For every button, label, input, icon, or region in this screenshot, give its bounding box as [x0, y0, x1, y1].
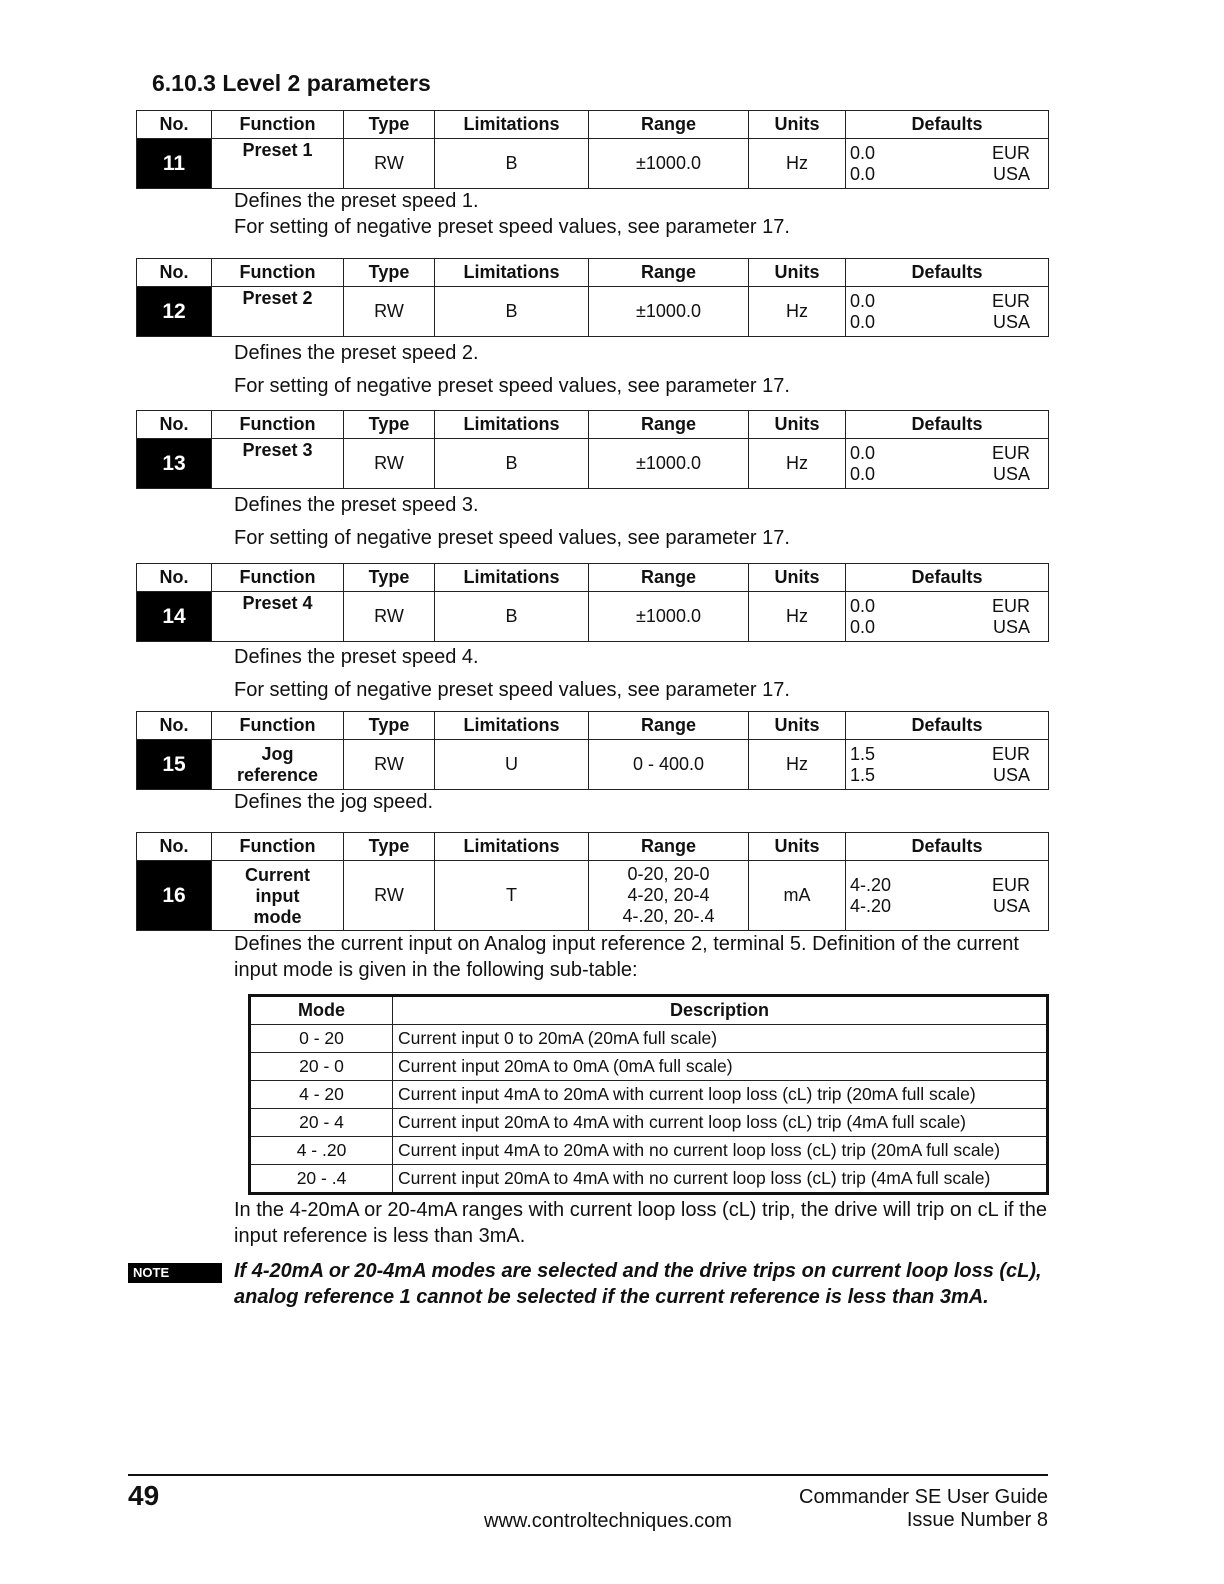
default-region: EUR: [991, 290, 1030, 311]
description-line: Defines the jog speed.: [234, 791, 434, 813]
param-table-12: [136, 258, 1049, 337]
description-line: For setting of negative preset speed values, see parameter 17.: [234, 216, 790, 238]
function-line: input: [255, 885, 300, 906]
header-limitations: Limitations: [435, 411, 589, 439]
param-description-15: [234, 789, 1054, 815]
header-units: Units: [749, 259, 846, 287]
default-value: 1.5: [850, 743, 876, 764]
header-type: Type: [344, 564, 435, 592]
param-type: RW: [344, 439, 435, 489]
param-row: [137, 861, 1049, 931]
default-region: EUR: [991, 442, 1030, 463]
param-units: Hz: [749, 439, 846, 489]
description-line: Defines the preset speed 1.: [234, 190, 479, 212]
header-type: Type: [344, 712, 435, 740]
param-function: [212, 740, 344, 790]
param-limitations: U: [435, 740, 589, 790]
header-function: Function: [212, 833, 344, 861]
param-table-11: [136, 110, 1049, 189]
header-row: [137, 111, 1049, 139]
description-line: Defines the preset speed 4.: [234, 646, 479, 668]
param-units: Hz: [749, 592, 846, 642]
param-type: RW: [344, 861, 435, 931]
param-number: 16: [137, 861, 212, 931]
header-function: Function: [212, 712, 344, 740]
param-type: RW: [344, 287, 435, 337]
description-line: Defines the preset speed 3.: [234, 494, 479, 516]
header-function: Function: [212, 411, 344, 439]
current-loop-text: In the 4-20mA or 20-4mA ranges with current loop loss (cL) trip, the drive will trip on cL if the input reference is less than 3mA.: [234, 1199, 1047, 1247]
param-table-15: [136, 711, 1049, 790]
param-number: 15: [137, 740, 212, 790]
section-title: 6.10.3 Level 2 parameters: [152, 70, 431, 96]
param-description-11: [234, 188, 1054, 240]
param-defaults: [846, 139, 1049, 189]
description-cell: Current input 20mA to 0mA (0mA full scale): [393, 1053, 1048, 1081]
default-region: USA: [992, 163, 1030, 184]
table-row: [250, 1165, 1048, 1194]
header-no: No.: [137, 712, 212, 740]
param-defaults: [846, 439, 1049, 489]
footer-divider: [128, 1474, 1048, 1476]
param-units: Hz: [749, 287, 846, 337]
mode-cell: 20 - .4: [250, 1165, 393, 1194]
table-row: [250, 1025, 1048, 1053]
guide-title: Commander SE User Guide: [799, 1486, 1048, 1508]
description-line: For setting of negative preset speed values, see parameter 17.: [234, 527, 790, 549]
header-range: Range: [589, 833, 749, 861]
param-defaults: [846, 287, 1049, 337]
param-limitations: B: [435, 439, 589, 489]
mode-cell: 4 - 20: [250, 1081, 393, 1109]
header-defaults: Defaults: [846, 259, 1049, 287]
param-range: ±1000.0: [589, 439, 749, 489]
param-limitations: B: [435, 287, 589, 337]
header-type: Type: [344, 111, 435, 139]
subtable-header-row: [250, 996, 1048, 1025]
default-region: USA: [992, 764, 1030, 785]
param-description-12: [234, 337, 1054, 403]
param-function: [212, 861, 344, 931]
param-row: [137, 740, 1049, 790]
default-region: USA: [992, 616, 1030, 637]
param-row: [137, 139, 1049, 189]
header-defaults: Defaults: [846, 111, 1049, 139]
header-limitations: Limitations: [435, 712, 589, 740]
function-line: Current: [244, 864, 310, 885]
default-value: 4-.20: [850, 895, 892, 916]
param-number: 12: [137, 287, 212, 337]
description-cell: Current input 4mA to 20mA with no current loop loss (cL) trip (20mA full scale): [393, 1137, 1048, 1165]
description-cell: Current input 20mA to 4mA with no current loop loss (cL) trip (4mA full scale): [393, 1165, 1048, 1194]
header-no: No.: [137, 564, 212, 592]
param-range: ±1000.0: [589, 287, 749, 337]
table-row: [250, 1081, 1048, 1109]
param-function: Preset 3: [212, 439, 344, 489]
header-units: Units: [749, 833, 846, 861]
subtable-header-description: Description: [393, 996, 1048, 1025]
param-defaults: [846, 740, 1049, 790]
default-region: EUR: [991, 743, 1030, 764]
param-units: Hz: [749, 740, 846, 790]
note-badge: NOTE: [128, 1263, 222, 1283]
header-units: Units: [749, 411, 846, 439]
header-range: Range: [589, 411, 749, 439]
header-defaults: Defaults: [846, 712, 1049, 740]
param-limitations: B: [435, 139, 589, 189]
param-row: [137, 592, 1049, 642]
default-value: 0.0: [850, 290, 876, 311]
header-function: Function: [212, 259, 344, 287]
header-limitations: Limitations: [435, 833, 589, 861]
param-function: Preset 4: [212, 592, 344, 642]
header-limitations: Limitations: [435, 259, 589, 287]
param-defaults: [846, 861, 1049, 931]
default-value: 0.0: [850, 442, 876, 463]
param-defaults: [846, 592, 1049, 642]
default-region: EUR: [991, 595, 1030, 616]
default-value: 0.0: [850, 616, 876, 637]
function-line: reference: [236, 765, 319, 785]
header-defaults: Defaults: [846, 564, 1049, 592]
default-value: 0.0: [850, 163, 876, 184]
default-value: 0.0: [850, 463, 876, 484]
default-region: USA: [992, 895, 1030, 916]
description-line: Defines the preset speed 2.: [234, 342, 479, 364]
default-region: EUR: [991, 142, 1030, 163]
param-type: RW: [344, 592, 435, 642]
param-number: 11: [137, 139, 212, 189]
param-function: Preset 2: [212, 287, 344, 337]
default-region: USA: [992, 311, 1030, 332]
description-cell: Current input 4mA to 20mA with current loop loss (cL) trip (20mA full scale): [393, 1081, 1048, 1109]
header-type: Type: [344, 259, 435, 287]
range-line: 4-20, 20-4: [627, 885, 710, 905]
mode-cell: 0 - 20: [250, 1025, 393, 1053]
param-description-13: [234, 489, 1054, 555]
default-value: 1.5: [850, 764, 876, 785]
header-range: Range: [589, 111, 749, 139]
param-function: Preset 1: [212, 139, 344, 189]
description-cell: Current input 0 to 20mA (20mA full scale): [393, 1025, 1048, 1053]
header-function: Function: [212, 111, 344, 139]
header-limitations: Limitations: [435, 564, 589, 592]
mode-cell: 20 - 4: [250, 1109, 393, 1137]
description-line: For setting of negative preset speed values, see parameter 17.: [234, 679, 790, 701]
header-function: Function: [212, 564, 344, 592]
param-range: 0 - 400.0: [589, 740, 749, 790]
note-text: If 4-20mA or 20-4mA modes are selected and the drive trips on current loop loss (cL), analog reference 1 cannot be selected if the current reference is less than 3mA.: [234, 1260, 1042, 1308]
param-table-14: [136, 563, 1049, 642]
header-type: Type: [344, 411, 435, 439]
table-row: [250, 1109, 1048, 1137]
function-line: Jog: [261, 744, 294, 764]
header-row: [137, 259, 1049, 287]
table-row: [250, 1137, 1048, 1165]
subtable-header-mode: Mode: [250, 996, 393, 1025]
default-value: 0.0: [850, 595, 876, 616]
param-units: mA: [749, 861, 846, 931]
range-line: 4-.20, 20-.4: [622, 906, 715, 926]
footer-url: www.controltechniques.com: [484, 1510, 732, 1532]
param-table-13: [136, 410, 1049, 489]
page-number: 49: [128, 1480, 160, 1511]
param-range: ±1000.0: [589, 592, 749, 642]
param-description-16: Defines the current input on Analog input reference 2, terminal 5. Definition of the current input mode is given in the following sub-table:: [234, 933, 1019, 981]
param-row: [137, 287, 1049, 337]
header-limitations: Limitations: [435, 111, 589, 139]
param-row: [137, 439, 1049, 489]
header-no: No.: [137, 833, 212, 861]
param-range: ±1000.0: [589, 139, 749, 189]
default-region: USA: [992, 463, 1030, 484]
param-description-14: [234, 641, 1054, 707]
mode-subtable: [248, 994, 1049, 1195]
header-row: [137, 712, 1049, 740]
header-units: Units: [749, 111, 846, 139]
footer-guide-info: [799, 1486, 1048, 1532]
header-defaults: Defaults: [846, 411, 1049, 439]
header-units: Units: [749, 712, 846, 740]
default-value: 0.0: [850, 142, 876, 163]
header-range: Range: [589, 712, 749, 740]
header-row: [137, 411, 1049, 439]
function-line: mode: [253, 906, 302, 927]
param-type: RW: [344, 740, 435, 790]
default-region: EUR: [991, 874, 1030, 895]
header-units: Units: [749, 564, 846, 592]
header-range: Range: [589, 564, 749, 592]
header-range: Range: [589, 259, 749, 287]
param-units: Hz: [749, 139, 846, 189]
description-cell: Current input 20mA to 4mA with current loop loss (cL) trip (4mA full scale): [393, 1109, 1048, 1137]
header-defaults: Defaults: [846, 833, 1049, 861]
param-number: 13: [137, 439, 212, 489]
issue-number: Issue Number 8: [906, 1509, 1048, 1531]
mode-cell: 4 - .20: [250, 1137, 393, 1165]
param-table-16: [136, 832, 1049, 931]
param-number: 14: [137, 592, 212, 642]
param-limitations: B: [435, 592, 589, 642]
header-no: No.: [137, 111, 212, 139]
param-range: [589, 861, 749, 931]
header-no: No.: [137, 259, 212, 287]
table-row: [250, 1053, 1048, 1081]
description-line: For setting of negative preset speed values, see parameter 17.: [234, 375, 790, 397]
default-value: 0.0: [850, 311, 876, 332]
mode-cell: 20 - 0: [250, 1053, 393, 1081]
header-row: [137, 833, 1049, 861]
param-type: RW: [344, 139, 435, 189]
default-value: 4-.20: [850, 874, 892, 895]
header-no: No.: [137, 411, 212, 439]
header-row: [137, 564, 1049, 592]
header-type: Type: [344, 833, 435, 861]
range-line: 0-20, 20-0: [627, 864, 710, 884]
param-limitations: T: [435, 861, 589, 931]
